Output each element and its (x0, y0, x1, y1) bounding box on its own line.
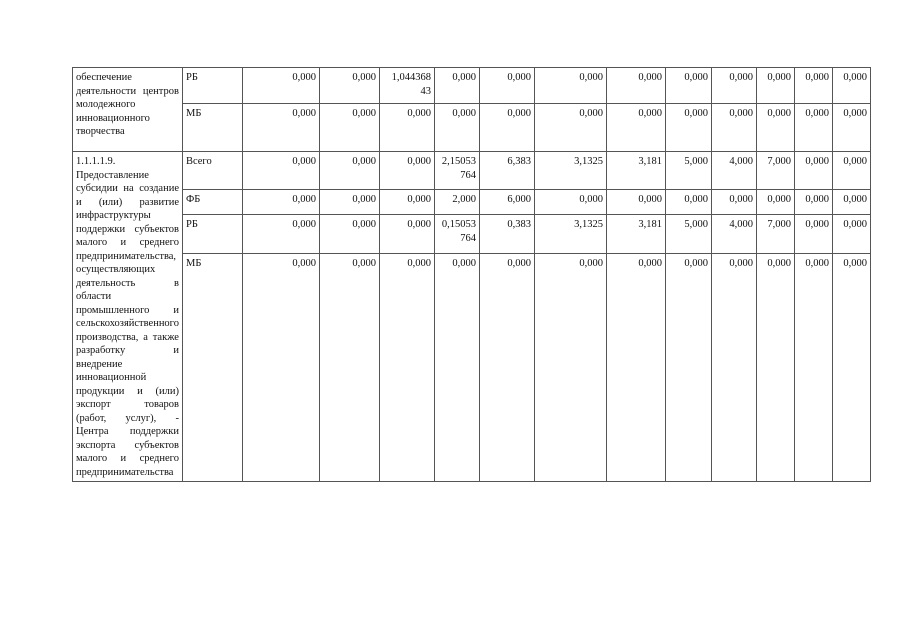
table-row (73, 254, 871, 482)
value-cell: 0,000 (606, 68, 665, 104)
value-cell: 0,000 (434, 254, 479, 482)
value-cell: 0,000 (319, 215, 379, 254)
value-cell: 0,000 (319, 152, 379, 190)
value-cell: 0,15053 764 (434, 215, 479, 254)
value-cell: 0,000 (794, 190, 832, 215)
value-cell: 0,000 (711, 190, 756, 215)
table-row (73, 190, 871, 215)
value-cell: 0,000 (756, 68, 794, 104)
value-cell: 0,000 (534, 104, 606, 152)
value-cell: 3,181 (606, 152, 665, 190)
value-cell: 0,000 (319, 68, 379, 104)
value-cell: 0,000 (832, 254, 870, 482)
value-cell: 0,000 (534, 190, 606, 215)
value-cell: 0,000 (319, 190, 379, 215)
value-cell: 2,000 (434, 190, 479, 215)
value-cell: 0,000 (242, 190, 319, 215)
funding-source-cell: РБ (182, 215, 242, 254)
value-cell: 0,000 (379, 190, 434, 215)
table-row (73, 152, 871, 190)
value-cell: 0,000 (665, 254, 711, 482)
value-cell: 0,000 (832, 104, 870, 152)
table-row (73, 104, 871, 152)
value-cell: 0,000 (665, 104, 711, 152)
value-cell: 0,000 (832, 215, 870, 254)
value-cell: 1,044368 43 (379, 68, 434, 104)
value-cell: 0,000 (479, 68, 534, 104)
value-cell: 0,000 (794, 68, 832, 104)
table-row (73, 68, 871, 104)
value-cell: 0,000 (379, 104, 434, 152)
value-cell: 6,000 (479, 190, 534, 215)
funding-source-cell: МБ (182, 254, 242, 482)
value-cell: 0,000 (379, 215, 434, 254)
value-cell: 0,000 (794, 215, 832, 254)
value-cell: 0,000 (242, 68, 319, 104)
value-cell: 0,000 (534, 68, 606, 104)
value-cell: 0,000 (242, 104, 319, 152)
value-cell: 0,000 (756, 104, 794, 152)
value-cell: 0,000 (379, 152, 434, 190)
value-cell: 6,383 (479, 152, 534, 190)
measure-description-cell: обеспечение деятельности центров молодежного инновационного творчества (73, 68, 183, 152)
value-cell: 0,000 (242, 215, 319, 254)
value-cell: 3,1325 (534, 152, 606, 190)
value-cell: 0,000 (756, 254, 794, 482)
value-cell: 0,000 (756, 190, 794, 215)
funding-source-cell: РБ (182, 68, 242, 104)
value-cell: 0,000 (606, 190, 665, 215)
value-cell: 0,000 (711, 104, 756, 152)
value-cell: 0,000 (832, 68, 870, 104)
value-cell: 0,000 (479, 254, 534, 482)
value-cell: 0,000 (794, 104, 832, 152)
value-cell: 7,000 (756, 215, 794, 254)
value-cell: 0,000 (434, 104, 479, 152)
value-cell: 0,000 (319, 104, 379, 152)
value-cell: 0,000 (242, 254, 319, 482)
value-cell: 3,181 (606, 215, 665, 254)
value-cell: 5,000 (665, 215, 711, 254)
value-cell: 0,000 (606, 104, 665, 152)
funding-source-cell: МБ (182, 104, 242, 152)
value-cell: 7,000 (756, 152, 794, 190)
value-cell: 0,000 (242, 152, 319, 190)
value-cell: 0,000 (319, 254, 379, 482)
value-cell: 0,000 (379, 254, 434, 482)
value-cell: 0,000 (794, 152, 832, 190)
table-row (73, 215, 871, 254)
value-cell: 0,000 (434, 68, 479, 104)
financing-table (72, 67, 871, 482)
value-cell: 0,000 (711, 68, 756, 104)
measure-description-cell: 1.1.1.1.9. Предоставление субсидии на создание и (или) развитие инфраструктуры поддержки субъектов малого и среднего предпринимательства, осуществляющих деятельность в области промышленного и сельскохозяйственного производства, а также разработку и внедрение инновационной продукции и (или) экспорт товаров (работ, услуг), - Центра поддержки экспорта субъектов малого и среднего предпринимательства (73, 152, 183, 482)
value-cell: 0,000 (665, 190, 711, 215)
funding-source-cell: Всего (182, 152, 242, 190)
value-cell: 4,000 (711, 152, 756, 190)
value-cell: 0,000 (832, 190, 870, 215)
value-cell: 0,000 (794, 254, 832, 482)
value-cell: 3,1325 (534, 215, 606, 254)
value-cell: 0,383 (479, 215, 534, 254)
value-cell: 2,15053 764 (434, 152, 479, 190)
value-cell: 0,000 (534, 254, 606, 482)
value-cell: 0,000 (479, 104, 534, 152)
value-cell: 4,000 (711, 215, 756, 254)
table-body (73, 68, 871, 482)
value-cell: 0,000 (711, 254, 756, 482)
value-cell: 0,000 (606, 254, 665, 482)
value-cell: 0,000 (665, 68, 711, 104)
value-cell: 5,000 (665, 152, 711, 190)
funding-source-cell: ФБ (182, 190, 242, 215)
value-cell: 0,000 (832, 152, 870, 190)
